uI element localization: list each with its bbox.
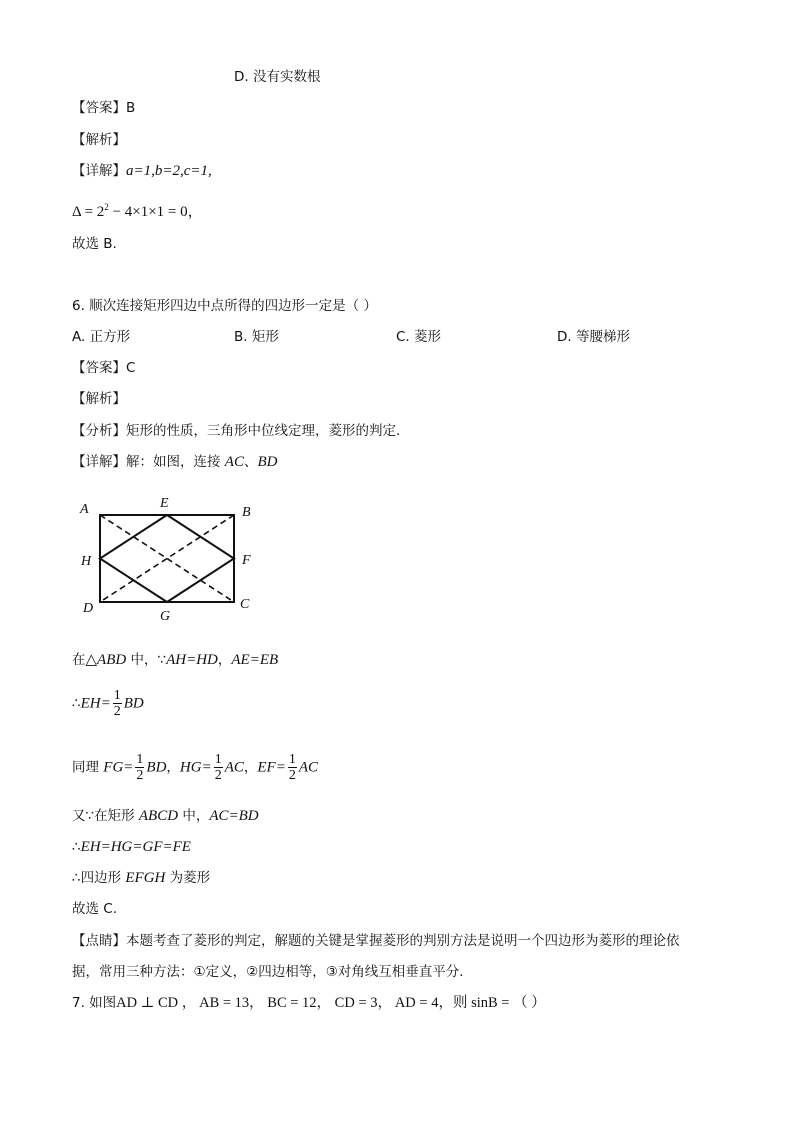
q6-step4-rect: ABCD [138, 808, 179, 824]
q6-detail-ac: AC [224, 454, 244, 470]
fraction-denominator: 2 [214, 768, 222, 783]
fraction-denominator: 2 [288, 768, 296, 783]
q6-step3-sep2: ， [243, 759, 258, 776]
fraction-denominator: 2 [136, 768, 144, 783]
q6-step5-eq: EH=HG=GF=FE [80, 839, 191, 855]
q6-question: 6. 顺次连接矩形四边中点所得的四边形一定是（ ） [72, 298, 377, 314]
q6-fenxi: 【分析】矩形的性质，三角形中位线定理，菱形的判定. [72, 423, 401, 439]
q6-step2-lhs: EH= [80, 695, 111, 712]
q5-analysis-heading: 【解析】 [72, 132, 126, 148]
label-d: D [83, 601, 94, 616]
q6-option-b: B. 矩形 [234, 329, 279, 345]
q6-step4-mid: 中， [178, 808, 210, 824]
q6-step2-prefix: ∴ [72, 695, 81, 712]
q6-step2-rhs: BD [123, 695, 144, 712]
fraction-numerator: 1 [136, 752, 144, 767]
q5-detail-label: 【详解】 [72, 163, 126, 179]
q6-step3-hg: HG= [179, 759, 212, 776]
q6-step6-prefix: ∴四边形 [72, 870, 126, 886]
q6-analysis-heading: 【解析】 [72, 391, 126, 407]
q6-step3-ef: EF= [257, 759, 286, 776]
q5-detail [72, 162, 212, 180]
q5-detail-expr: a=1,b=2,c=1, [126, 163, 212, 179]
q6-step3-fg: FG= [103, 759, 134, 776]
q5-answer: 【答案】B [72, 100, 136, 116]
q6-step3-ac: AC [224, 759, 244, 776]
q5-conclusion: 故选 B. [72, 236, 117, 252]
q7-question [72, 994, 546, 1012]
rectangle-midpoint-figure [70, 488, 270, 628]
q6-step3 [72, 752, 318, 783]
q6-detail-prefix: 【详解】解：如图，连接 [72, 454, 225, 470]
label-b: B [242, 505, 251, 520]
label-c: C [240, 597, 250, 612]
half-fraction [135, 752, 144, 783]
label-h: H [81, 554, 92, 569]
q6-step1 [72, 651, 278, 669]
q6-option-a: A. 正方形 [72, 329, 131, 345]
q6-step3-label: 同理 [72, 759, 104, 776]
q5-delta [72, 198, 203, 221]
q6-step3-sep: ， [166, 759, 180, 776]
q6-step4-eq: AC=BD [209, 808, 259, 824]
q6-step4 [72, 807, 259, 825]
half-fraction [214, 752, 223, 783]
q7-prefix: 7. 如图 [72, 995, 117, 1011]
fraction-denominator: 2 [113, 704, 121, 719]
q7-text: AD ⊥ CD ， AB = 13， BC = 12， CD = 3， AD = 4，则 sinB = （ ） [116, 995, 546, 1011]
half-fraction [288, 752, 297, 783]
q6-step5-prefix: ∴ [72, 839, 81, 855]
fraction-numerator: 1 [288, 752, 296, 767]
fraction-numerator: 1 [113, 688, 121, 703]
q6-comment-line2: 据，常用三种方法：①定义，②四边相等，③对角线互相垂直平分. [72, 964, 464, 980]
q6-step1-eq2: AE=EB [231, 652, 279, 668]
fraction-numerator: 1 [214, 752, 222, 767]
half-fraction [113, 688, 122, 719]
q6-option-d: D. 等腰梯形 [557, 329, 630, 345]
q6-step3-bd: BD [146, 759, 167, 776]
q6-step1-mid: 中，∵ [126, 652, 167, 668]
q6-conclusion: 故选 C. [72, 901, 118, 917]
q5-delta-exp: 2 [104, 202, 109, 212]
q6-step6-suffix: 为菱形 [165, 870, 211, 886]
q6-step3-ac2: AC [298, 759, 319, 776]
q6-step4-prefix: 又∵在矩形 [72, 808, 139, 824]
label-e: E [160, 496, 169, 511]
q6-option-c: C. 菱形 [396, 329, 442, 345]
q6-step6 [72, 869, 210, 887]
q6-step5 [72, 838, 191, 856]
q6-step1-comma: ， [217, 652, 232, 668]
label-f: F [242, 553, 251, 568]
q5-option-d: D. 没有实数根 [234, 69, 321, 85]
q6-detail [72, 453, 277, 471]
q6-step6-name: EFGH [125, 870, 166, 886]
q6-detail-sep: 、 [243, 454, 258, 470]
q5-delta-rest: − 4×1×1 = 0， [108, 204, 203, 220]
q6-step2 [72, 688, 144, 719]
q6-detail-bd: BD [257, 454, 278, 470]
label-g: G [160, 609, 171, 624]
label-a: A [80, 502, 89, 517]
q6-step1-eq: AH=HD [166, 652, 218, 668]
q5-delta-prefix: Δ = 2 [72, 204, 105, 220]
q6-answer: 【答案】C [72, 360, 136, 376]
q6-comment-line1: 【点睛】本题考查了菱形的判定，解题的关键是掌握菱形的判别方法是说明一个四边形为菱形的理论依 [72, 933, 680, 949]
q6-step1-prefix: 在 [72, 652, 86, 668]
q6-step1-tri: △ABD [85, 652, 127, 668]
